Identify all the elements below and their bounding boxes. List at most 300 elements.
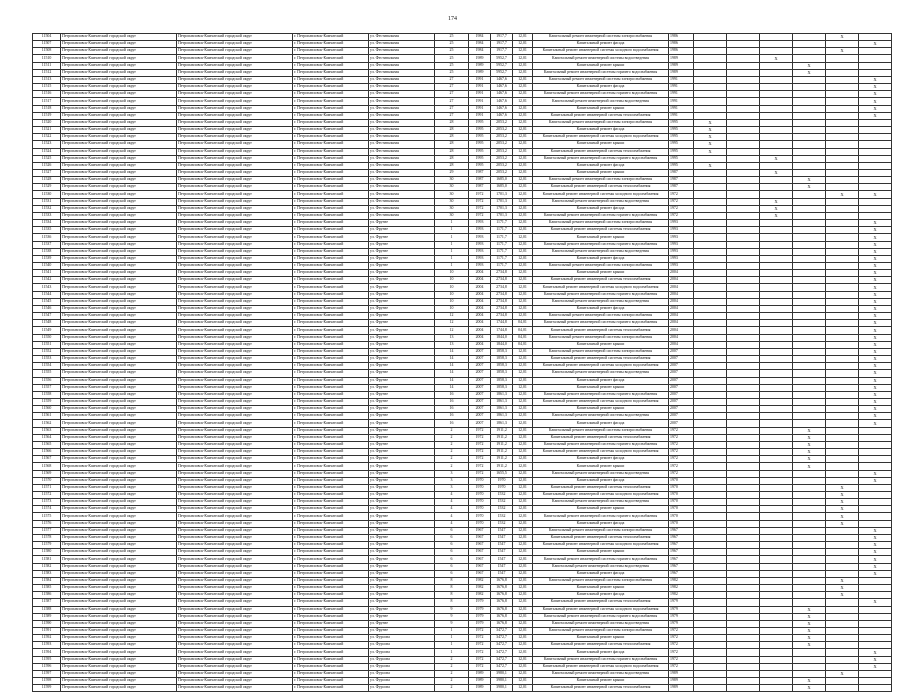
row-number-cell: 11557 xyxy=(33,384,61,391)
street-cell: ул. Фрунзе xyxy=(369,255,435,262)
mark-cell xyxy=(760,670,793,677)
period-cell: 1972 xyxy=(669,456,694,463)
area-cell: 2734,8 xyxy=(491,313,513,320)
work-type-cell: Капитальный ремонт инженерной системы электроснабжения xyxy=(533,220,669,227)
street-cell: ул. Фестивальная xyxy=(369,105,435,112)
mark-cell xyxy=(760,449,793,456)
row-number-cell: 11520 xyxy=(33,119,61,126)
street-cell: ул. Фестивальная xyxy=(369,134,435,141)
area-cell: 1171,7 xyxy=(491,248,513,255)
date-cell: 12,01 xyxy=(513,606,533,613)
street-cell: ул. Фрунзе xyxy=(369,477,435,484)
period-cell: 1979 xyxy=(669,620,694,627)
table-row xyxy=(33,341,892,348)
year-built-cell: 2007 xyxy=(469,391,491,398)
city-cell: г. Петропавловск-Камчатский xyxy=(293,76,369,83)
row-number-cell: 11590 xyxy=(33,620,61,627)
city-cell: г. Петропавловск-Камчатский xyxy=(293,277,369,284)
period-cell: 1979 xyxy=(669,599,694,606)
mark-cell xyxy=(727,313,760,320)
work-type-cell: Капитальный ремонт инженерной системы электроснабжения xyxy=(533,427,669,434)
street-cell: ул. Фрунзе xyxy=(369,585,435,592)
mark-cell xyxy=(793,220,826,227)
municipality-cell: Петропавловск-Камчатский городской округ xyxy=(61,41,177,48)
date-cell: 12,01 xyxy=(513,155,533,162)
area-cell: 1685,0 xyxy=(491,184,513,191)
mark-cell: X xyxy=(793,642,826,649)
mark-cell xyxy=(727,198,760,205)
period-cell: 2004 xyxy=(669,298,694,305)
mark-cell xyxy=(859,177,892,184)
year-built-cell: 2004 xyxy=(469,291,491,298)
house-number-cell: 25 xyxy=(435,62,469,69)
mark-cell xyxy=(793,534,826,541)
city-cell: г. Петропавловск-Камчатский xyxy=(293,563,369,570)
mark-cell xyxy=(727,162,760,169)
municipality-cell: Петропавловск-Камчатский городской округ xyxy=(61,241,177,248)
mark-cell xyxy=(760,105,793,112)
street-cell: ул. Фурсова xyxy=(369,656,435,663)
house-number-cell: 27 xyxy=(435,112,469,119)
mark-cell xyxy=(826,112,859,119)
table-row xyxy=(33,205,892,212)
date-cell: 12,01 xyxy=(513,212,533,219)
house-number-cell: 30 xyxy=(435,205,469,212)
area-cell: 2053,2 xyxy=(491,162,513,169)
district-cell: Петропавловск-Камчатский городской округ xyxy=(177,606,293,613)
mark-cell xyxy=(859,592,892,599)
mark-cell xyxy=(694,534,727,541)
period-cell: 1993 xyxy=(669,241,694,248)
table-row xyxy=(33,241,892,248)
row-number-cell: 11511 xyxy=(33,62,61,69)
mark-cell: X xyxy=(859,406,892,413)
date-cell: 12,01 xyxy=(513,248,533,255)
area-cell: 2053,2 xyxy=(491,127,513,134)
work-type-cell: Капитальный ремонт инженерной системы водоотведения xyxy=(533,198,669,205)
mark-cell xyxy=(826,413,859,420)
period-cell: 1993 xyxy=(669,255,694,262)
work-type-cell: Капитальный ремонт инженерной системы горячего водоснабжения xyxy=(533,391,669,398)
mark-cell xyxy=(694,398,727,405)
mark-cell xyxy=(826,384,859,391)
city-cell: г. Петропавловск-Камчатский xyxy=(293,685,369,692)
house-number-cell: 25 xyxy=(435,34,469,41)
street-cell: ул. Фрунзе xyxy=(369,234,435,241)
mark-cell xyxy=(826,341,859,348)
mark-cell xyxy=(694,169,727,176)
street-cell: ул. Фрунзе xyxy=(369,384,435,391)
street-cell: ул. Фрунзе xyxy=(369,220,435,227)
mark-cell: X xyxy=(859,241,892,248)
work-type-cell: Капитальный ремонт инженерной системы водоотведения xyxy=(533,55,669,62)
mark-cell xyxy=(694,270,727,277)
city-cell: г. Петропавловск-Камчатский xyxy=(293,291,369,298)
mark-cell xyxy=(760,34,793,41)
house-number-cell: 30 xyxy=(435,198,469,205)
mark-cell xyxy=(859,62,892,69)
area-cell: 1547 xyxy=(491,542,513,549)
district-cell: Петропавловск-Камчатский городской округ xyxy=(177,313,293,320)
city-cell: г. Петропавловск-Камчатский xyxy=(293,449,369,456)
work-type-cell: Капитальный ремонт инженерной системы горячего водоснабжения xyxy=(533,155,669,162)
work-type-cell: Капитальный ремонт крыши xyxy=(533,234,669,241)
district-cell: Петропавловск-Камчатский городской округ xyxy=(177,441,293,448)
work-type-cell: Капитальный ремонт фасада xyxy=(533,41,669,48)
mark-cell xyxy=(826,370,859,377)
mark-cell: X xyxy=(793,177,826,184)
mark-cell xyxy=(793,98,826,105)
mark-cell xyxy=(694,492,727,499)
area-cell: 1171,7 xyxy=(491,234,513,241)
mark-cell: X xyxy=(793,613,826,620)
area-cell: 1676,8 xyxy=(491,613,513,620)
mark-cell xyxy=(727,527,760,534)
mark-cell: X xyxy=(859,398,892,405)
mark-cell: X xyxy=(859,284,892,291)
year-built-cell: 2007 xyxy=(469,370,491,377)
year-built-cell: 1989 xyxy=(469,678,491,685)
municipality-cell: Петропавловск-Камчатский городской округ xyxy=(61,119,177,126)
date-cell: 12,01 xyxy=(513,291,533,298)
house-number-cell: 1 xyxy=(435,241,469,248)
mark-cell xyxy=(826,41,859,48)
street-cell: ул. Фрунзе xyxy=(369,356,435,363)
street-cell: ул. Фрунзе xyxy=(369,313,435,320)
municipality-cell: Петропавловск-Камчатский городской округ xyxy=(61,76,177,83)
year-built-cell: 1982 xyxy=(469,577,491,584)
mark-cell xyxy=(793,198,826,205)
city-cell: г. Петропавловск-Камчатский xyxy=(293,384,369,391)
table-row xyxy=(33,484,892,491)
mark-cell xyxy=(694,41,727,48)
mark-cell xyxy=(727,341,760,348)
work-type-cell: Капитальный ремонт фасада xyxy=(533,305,669,312)
area-cell: 1858,3 xyxy=(491,363,513,370)
mark-cell xyxy=(826,248,859,255)
mark-cell xyxy=(793,48,826,55)
district-cell: Петропавловск-Камчатский городской округ xyxy=(177,62,293,69)
period-cell: 1967 xyxy=(669,542,694,549)
row-number-cell: 11547 xyxy=(33,313,61,320)
mark-cell xyxy=(760,620,793,627)
area-cell: 1532 xyxy=(491,513,513,520)
mark-cell xyxy=(859,427,892,434)
date-cell: 12,01 xyxy=(513,406,533,413)
work-type-cell: Капитальный ремонт инженерной системы горячего водоснабжения xyxy=(533,241,669,248)
mark-cell xyxy=(727,91,760,98)
mark-cell xyxy=(859,155,892,162)
year-built-cell: 1970 xyxy=(469,513,491,520)
mark-cell xyxy=(694,620,727,627)
mark-cell: X xyxy=(760,205,793,212)
district-cell: Петропавловск-Камчатский городской округ xyxy=(177,305,293,312)
work-type-cell: Капитальный ремонт инженерной системы теплоснабжения xyxy=(533,685,669,692)
mark-cell xyxy=(793,212,826,219)
mark-cell xyxy=(760,220,793,227)
area-cell: 1861,3 xyxy=(491,406,513,413)
row-number-cell: 11552 xyxy=(33,348,61,355)
street-cell: ул. Фестивальная xyxy=(369,148,435,155)
city-cell: г. Петропавловск-Камчатский xyxy=(293,48,369,55)
city-cell: г. Петропавловск-Камчатский xyxy=(293,406,369,413)
street-cell: ул. Фрунзе xyxy=(369,406,435,413)
city-cell: г. Петропавловск-Камчатский xyxy=(293,434,369,441)
area-cell: 1858,3 xyxy=(491,370,513,377)
area-cell: 1532 xyxy=(491,499,513,506)
mark-cell xyxy=(760,98,793,105)
mark-cell xyxy=(727,62,760,69)
municipality-cell: Петропавловск-Камчатский городской округ xyxy=(61,341,177,348)
mark-cell xyxy=(760,513,793,520)
date-cell: 12,01 xyxy=(513,678,533,685)
mark-cell: X xyxy=(760,198,793,205)
mark-cell xyxy=(859,34,892,41)
house-number-cell: 29 xyxy=(435,169,469,176)
mark-cell xyxy=(793,663,826,670)
mark-cell xyxy=(727,220,760,227)
work-type-cell: Капитальный ремонт инженерной системы теплоснабжения xyxy=(533,148,669,155)
date-cell: 12,01 xyxy=(513,456,533,463)
mark-cell xyxy=(694,76,727,83)
mark-cell xyxy=(859,577,892,584)
area-cell: 1547 xyxy=(491,534,513,541)
mark-cell xyxy=(859,184,892,191)
municipality-cell: Петропавловск-Камчатский городской округ xyxy=(61,513,177,520)
work-type-cell: Капитальный ремонт крыши xyxy=(533,406,669,413)
municipality-cell: Петропавловск-Камчатский городской округ xyxy=(61,670,177,677)
work-type-cell: Капитальный ремонт фасада xyxy=(533,255,669,262)
row-number-cell: 11510 xyxy=(33,55,61,62)
mark-cell xyxy=(859,520,892,527)
street-cell: ул. Фрунзе xyxy=(369,284,435,291)
district-cell: Петропавловск-Камчатский городской округ xyxy=(177,320,293,327)
street-cell: ул. Фрунзе xyxy=(369,499,435,506)
row-number-cell: 11504 xyxy=(33,34,61,41)
district-cell: Петропавловск-Камчатский городской округ xyxy=(177,348,293,355)
house-number-cell: 28 xyxy=(435,162,469,169)
district-cell: Петропавловск-Камчатский городской округ xyxy=(177,656,293,663)
mark-cell xyxy=(727,277,760,284)
table-row xyxy=(33,592,892,599)
street-cell: ул. Фестивальная xyxy=(369,119,435,126)
district-cell: Петропавловск-Камчатский городской округ xyxy=(177,220,293,227)
mark-cell xyxy=(727,534,760,541)
mark-cell xyxy=(793,91,826,98)
mark-cell xyxy=(727,298,760,305)
municipality-cell: Петропавловск-Камчатский городской округ xyxy=(61,549,177,556)
area-cell: 1676,8 xyxy=(491,606,513,613)
house-number-cell: 1 xyxy=(435,234,469,241)
mark-cell xyxy=(694,384,727,391)
mark-cell: X xyxy=(859,563,892,570)
table-row xyxy=(33,84,892,91)
mark-cell xyxy=(727,627,760,634)
municipality-cell: Петропавловск-Камчатский городской округ xyxy=(61,427,177,434)
mark-cell xyxy=(826,398,859,405)
table-row xyxy=(33,563,892,570)
year-built-cell: 1967 xyxy=(469,570,491,577)
mark-cell: X xyxy=(826,48,859,55)
house-number-cell: 6 xyxy=(435,534,469,541)
mark-cell xyxy=(694,527,727,534)
table-row xyxy=(33,305,892,312)
mark-cell xyxy=(760,291,793,298)
row-number-cell: 11545 xyxy=(33,298,61,305)
mark-cell xyxy=(859,162,892,169)
mark-cell xyxy=(727,98,760,105)
date-cell: 12,01 xyxy=(513,62,533,69)
street-cell: ул. Фрунзе xyxy=(369,520,435,527)
period-cell: 1989 xyxy=(669,62,694,69)
mark-cell xyxy=(793,398,826,405)
mark-cell xyxy=(727,391,760,398)
date-cell: 12,01 xyxy=(513,127,533,134)
mark-cell xyxy=(760,656,793,663)
mark-cell xyxy=(793,649,826,656)
district-cell: Петропавловск-Камчатский городской округ xyxy=(177,449,293,456)
mark-cell: X xyxy=(826,520,859,527)
mark-cell xyxy=(826,377,859,384)
mark-cell xyxy=(793,363,826,370)
city-cell: г. Петропавловск-Камчатский xyxy=(293,305,369,312)
year-built-cell: 1970 xyxy=(469,484,491,491)
year-built-cell: 1993 xyxy=(469,227,491,234)
city-cell: г. Петропавловск-Камчатский xyxy=(293,592,369,599)
city-cell: г. Петропавловск-Камчатский xyxy=(293,441,369,448)
period-cell: 1972 xyxy=(669,649,694,656)
period-cell: 1970 xyxy=(669,513,694,520)
street-cell: ул. Фестивальная xyxy=(369,184,435,191)
house-number-cell: 1 xyxy=(435,642,469,649)
district-cell: Петропавловск-Камчатский городской округ xyxy=(177,334,293,341)
table-row xyxy=(33,585,892,592)
year-built-cell: 1993 xyxy=(469,241,491,248)
municipality-cell: Петропавловск-Камчатский городской округ xyxy=(61,420,177,427)
mark-cell xyxy=(793,248,826,255)
table-row xyxy=(33,69,892,76)
mark-cell xyxy=(793,255,826,262)
mark-cell: X xyxy=(793,606,826,613)
street-cell: ул. Фрунзе xyxy=(369,606,435,613)
street-cell: ул. Фестивальная xyxy=(369,212,435,219)
street-cell: ул. Фурсова xyxy=(369,670,435,677)
city-cell: г. Петропавловск-Камчатский xyxy=(293,492,369,499)
work-type-cell: Капитальный ремонт инженерной системы электроснабжения xyxy=(533,313,669,320)
municipality-cell: Петропавловск-Камчатский городской округ xyxy=(61,234,177,241)
mark-cell: X xyxy=(859,320,892,327)
period-cell: 1993 xyxy=(669,227,694,234)
mark-cell xyxy=(694,55,727,62)
mark-cell xyxy=(760,248,793,255)
city-cell: г. Петропавловск-Камчатский xyxy=(293,670,369,677)
street-cell: ул. Фестивальная xyxy=(369,112,435,119)
district-cell: Петропавловск-Камчатский городской округ xyxy=(177,148,293,155)
mark-cell xyxy=(760,563,793,570)
year-built-cell: 1991 xyxy=(469,76,491,83)
table-row xyxy=(33,384,892,391)
row-number-cell: 11594 xyxy=(33,649,61,656)
street-cell: ул. Фрунзе xyxy=(369,484,435,491)
street-cell: ул. Фурсова xyxy=(369,649,435,656)
date-cell: 12,01 xyxy=(513,520,533,527)
mark-cell xyxy=(760,177,793,184)
street-cell: ул. Фестивальная xyxy=(369,169,435,176)
street-cell: ул. Фрунзе xyxy=(369,420,435,427)
registry-table xyxy=(32,33,892,692)
table-row xyxy=(33,391,892,398)
street-cell: ул. Фрунзе xyxy=(369,377,435,384)
mark-cell xyxy=(727,635,760,642)
municipality-cell: Петропавловск-Камчатский городской округ xyxy=(61,391,177,398)
area-cell: 1911,2 xyxy=(491,456,513,463)
city-cell: г. Петропавловск-Камчатский xyxy=(293,520,369,527)
row-number-cell: 11507 xyxy=(33,41,61,48)
mark-cell xyxy=(727,155,760,162)
municipality-cell: Петропавловск-Камчатский городской округ xyxy=(61,227,177,234)
street-cell: ул. Фрунзе xyxy=(369,620,435,627)
city-cell: г. Петропавловск-Камчатский xyxy=(293,155,369,162)
mark-cell xyxy=(694,184,727,191)
table-row xyxy=(33,112,892,119)
date-cell: 12,01 xyxy=(513,592,533,599)
row-number-cell: 11585 xyxy=(33,585,61,592)
city-cell: г. Петропавловск-Камчатский xyxy=(293,341,369,348)
mark-cell: X xyxy=(859,234,892,241)
row-number-cell: 11512 xyxy=(33,69,61,76)
year-built-cell: 2004 xyxy=(469,334,491,341)
mark-cell: X xyxy=(859,255,892,262)
mark-cell xyxy=(826,427,859,434)
mark-cell xyxy=(826,470,859,477)
work-type-cell: Капитальный ремонт инженерной системы холодного водоснабжения xyxy=(533,606,669,613)
mark-cell: X xyxy=(694,134,727,141)
mark-cell xyxy=(826,406,859,413)
date-cell: 12,01 xyxy=(513,627,533,634)
work-type-cell: Капитальный ремонт фасада xyxy=(533,127,669,134)
year-built-cell: 1970 xyxy=(469,506,491,513)
mark-cell xyxy=(826,348,859,355)
mark-cell: X xyxy=(859,599,892,606)
mark-cell xyxy=(826,313,859,320)
mark-cell xyxy=(727,542,760,549)
table-row xyxy=(33,119,892,126)
date-cell: 12,01 xyxy=(513,305,533,312)
municipality-cell: Петропавловск-Камчатский городской округ xyxy=(61,441,177,448)
period-cell: 1982 xyxy=(669,585,694,592)
period-cell: 1995 xyxy=(669,119,694,126)
area-cell: 1844,0 xyxy=(491,341,513,348)
row-number-cell: 11589 xyxy=(33,613,61,620)
work-type-cell: Капитальный ремонт инженерной системы холодного водоснабжения xyxy=(533,398,669,405)
mark-cell xyxy=(793,377,826,384)
row-number-cell: 11534 xyxy=(33,220,61,227)
date-cell: 12,01 xyxy=(513,542,533,549)
mark-cell xyxy=(760,492,793,499)
period-cell: 2007 xyxy=(669,363,694,370)
table-row xyxy=(33,291,892,298)
house-number-cell: 1 xyxy=(435,263,469,270)
mark-cell: X xyxy=(859,220,892,227)
district-cell: Петропавловск-Камчатский городской округ xyxy=(177,341,293,348)
mark-cell: X xyxy=(859,327,892,334)
mark-cell: X xyxy=(859,263,892,270)
period-cell: 1989 xyxy=(669,685,694,692)
mark-cell: X xyxy=(760,212,793,219)
row-number-cell: 11531 xyxy=(33,198,61,205)
house-number-cell: 28 xyxy=(435,119,469,126)
mark-cell xyxy=(694,334,727,341)
